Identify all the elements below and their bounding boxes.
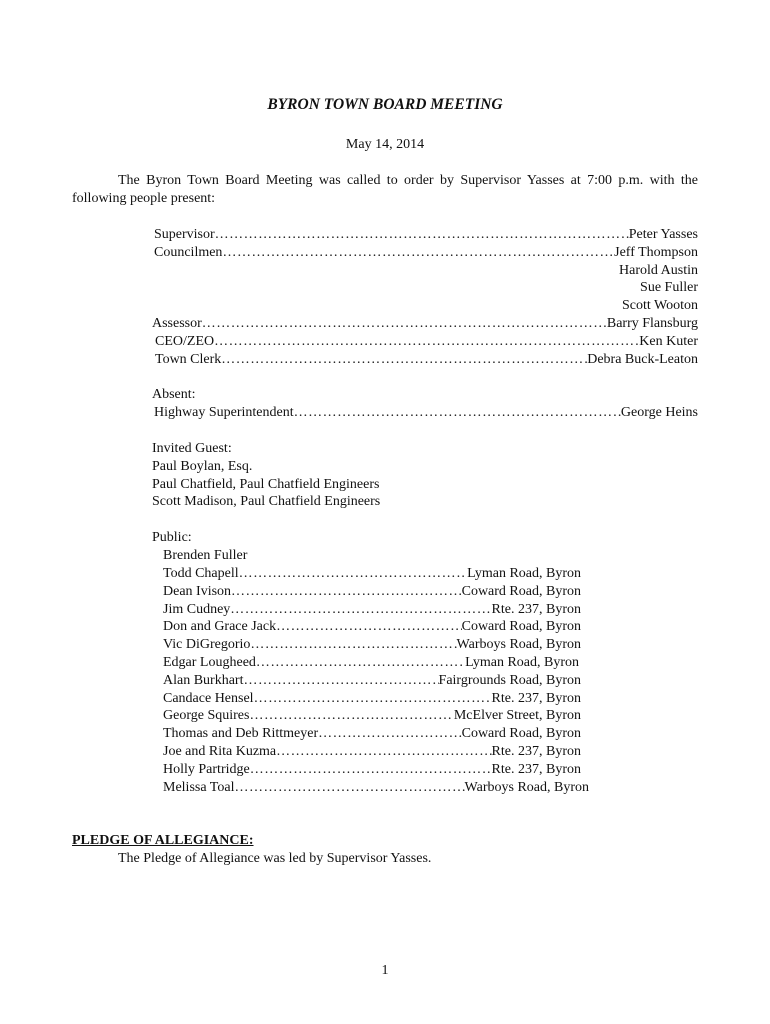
attendee-address: Rte. 237, Byron xyxy=(491,743,581,759)
leader-dots xyxy=(249,707,453,725)
absent-section xyxy=(152,386,698,422)
public-row xyxy=(163,583,581,601)
meeting-date: May 14, 2014 xyxy=(345,137,425,152)
councilman-name: Harold Austin xyxy=(619,262,698,278)
attendee-name: Thomas and Deb Rittmeyer xyxy=(163,726,319,742)
invited-person: Paul Boylan, Esq. xyxy=(152,458,253,474)
pledge-text: The Pledge of Allegiance was led by Supervisor Yasses. xyxy=(118,850,432,866)
public-list xyxy=(163,565,589,796)
present-role: Councilmen xyxy=(154,244,223,260)
present-name: Jeff Thompson xyxy=(614,244,698,260)
leader-dots xyxy=(276,618,461,636)
attendee-name: Joe and Rita Kuzma xyxy=(163,743,277,759)
public-first-attendee: Brenden Fuller xyxy=(163,547,248,563)
invited-person: Paul Chatfield, Paul Chatfield Engineers xyxy=(152,476,380,492)
leader-dots xyxy=(256,654,465,672)
public-row xyxy=(163,654,579,672)
invited-person: Scott Madison, Paul Chatfield Engineers xyxy=(152,494,381,510)
attendee-name: Candace Hensel xyxy=(163,690,254,706)
leader-dots xyxy=(234,779,464,797)
leader-dots xyxy=(214,333,639,351)
present-name: Barry Flansburg xyxy=(606,316,698,331)
present-row-assessor xyxy=(152,315,698,333)
invited-section xyxy=(152,440,698,511)
public-row xyxy=(163,672,581,690)
attendee-address: Warboys Road, Byron xyxy=(464,779,589,795)
attendee-name: Melissa Toal xyxy=(163,779,235,795)
leader-dots xyxy=(230,601,491,619)
leader-dots xyxy=(318,725,461,743)
leader-dots xyxy=(276,743,491,761)
attendee-name: Dean Ivison xyxy=(163,583,232,599)
attendee-name: Alan Burkhart xyxy=(163,672,244,688)
attendee-address: Rte. 237, Byron xyxy=(491,690,581,706)
absent-role: Highway Superintendent xyxy=(154,404,294,420)
attendee-name: Vic DiGregorio xyxy=(163,637,251,653)
attendee-address: Lyman Road, Byron xyxy=(465,654,579,670)
public-row xyxy=(163,565,581,583)
attendee-name: Don and Grace Jack xyxy=(163,619,277,635)
attendee-address: Warboys Road, Byron xyxy=(456,637,581,653)
leader-dots xyxy=(254,690,492,708)
present-list xyxy=(154,226,698,315)
public-row xyxy=(163,779,589,797)
present-list-officers xyxy=(152,315,698,368)
attendee-address: Rte. 237, Byron xyxy=(491,761,581,777)
attendee-name: George Squires xyxy=(163,708,250,724)
present-row-supervisor xyxy=(154,226,698,244)
absent-heading: Absent: xyxy=(152,387,196,402)
attendee-address: Coward Road, Byron xyxy=(461,583,581,599)
attendee-address: Coward Road, Byron xyxy=(461,726,581,742)
attendee-address: Lyman Road, Byron xyxy=(467,566,581,581)
absent-row xyxy=(152,404,698,422)
present-name: Ken Kuter xyxy=(639,333,698,349)
intro-text: The Byron Town Board Meeting was called to order by Supervisor Yasses at 7:00 p.m. with the following people present: xyxy=(72,173,698,206)
leader-dots xyxy=(250,636,456,654)
attendee-address: Coward Road, Byron xyxy=(461,619,581,635)
public-section xyxy=(152,529,592,565)
public-row xyxy=(163,636,581,654)
attendee-address: McElver Street, Byron xyxy=(453,708,581,724)
pledge-heading: PLEDGE OF ALLEGIANCE: xyxy=(72,833,254,848)
present-row-councilmen xyxy=(154,244,698,262)
present-role: Town Clerk xyxy=(155,351,222,367)
attendee-name: Todd Chapell xyxy=(163,566,239,581)
leader-dots xyxy=(222,244,614,262)
public-row xyxy=(163,601,581,619)
public-row xyxy=(163,618,581,636)
absent-name: George Heins xyxy=(620,404,698,420)
leader-dots xyxy=(239,565,467,583)
public-heading: Public: xyxy=(152,530,192,545)
leader-dots xyxy=(202,315,607,333)
document-title: BYRON TOWN BOARD MEETING xyxy=(267,96,503,113)
attendee-address: Rte. 237, Byron xyxy=(491,601,581,617)
public-row xyxy=(163,707,581,725)
present-name: Debra Buck-Leaton xyxy=(587,351,698,367)
attendee-name: Holly Partridge xyxy=(163,761,250,777)
leader-dots xyxy=(243,672,438,690)
public-row xyxy=(163,743,581,761)
present-row-clerk xyxy=(152,351,698,369)
page-number: 1 xyxy=(381,963,389,978)
attendee-name: Edgar Lougheed xyxy=(163,654,256,670)
intro-paragraph xyxy=(72,172,698,208)
leader-dots xyxy=(215,226,629,244)
pledge-section xyxy=(72,832,698,868)
attendee-name: Jim Cudney xyxy=(163,601,231,617)
leader-dots xyxy=(250,761,492,779)
attendee-address: Fairgrounds Road, Byron xyxy=(438,672,581,688)
present-role: Supervisor xyxy=(154,227,215,242)
present-row-ceo xyxy=(152,333,698,351)
present-name: Peter Yasses xyxy=(628,227,698,242)
public-row xyxy=(163,761,581,779)
leader-dots xyxy=(221,351,587,369)
present-role: CEO/ZEO xyxy=(155,333,215,349)
leader-dots xyxy=(231,583,462,601)
leader-dots xyxy=(294,404,621,422)
councilman-name: Scott Wooton xyxy=(621,298,698,314)
invited-heading: Invited Guest: xyxy=(152,441,232,456)
councilman-name: Sue Fuller xyxy=(640,280,698,296)
present-role: Assessor xyxy=(152,316,202,331)
public-row xyxy=(163,725,581,743)
public-row xyxy=(163,690,581,708)
